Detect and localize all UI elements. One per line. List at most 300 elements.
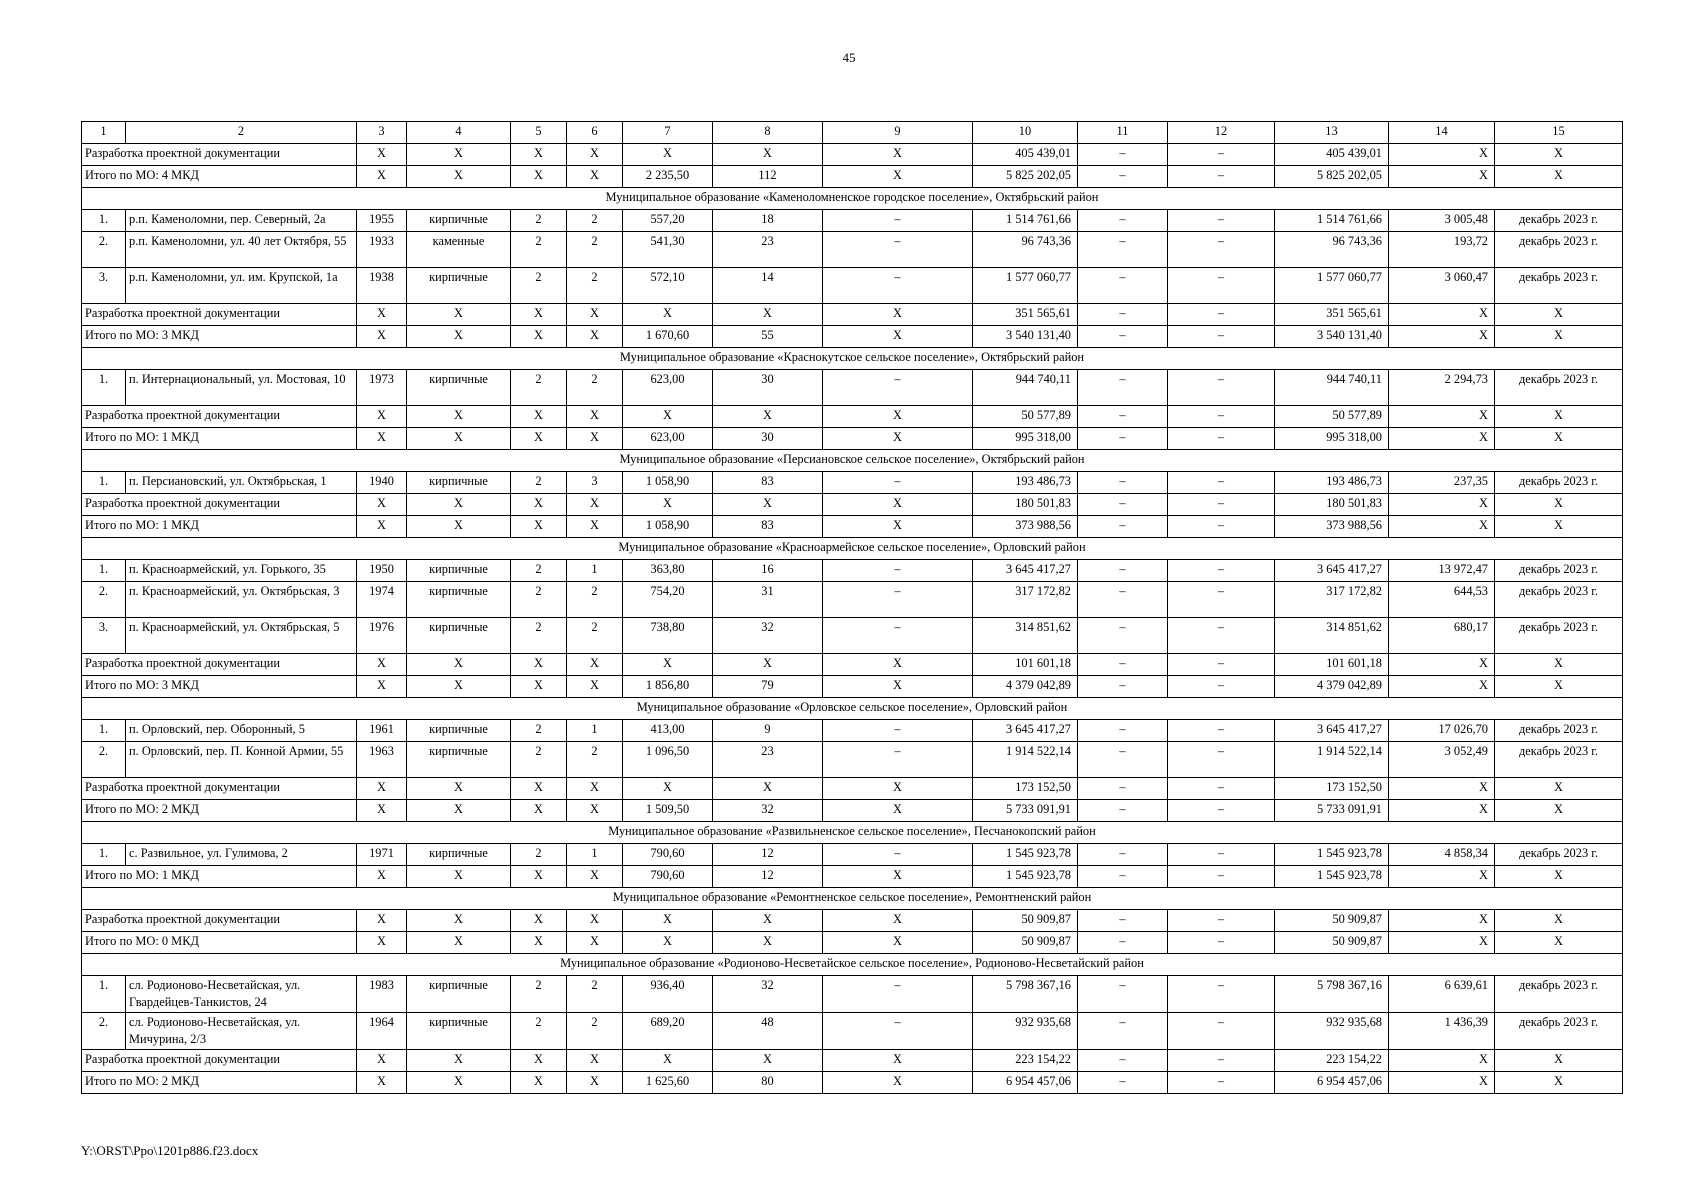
- item-number: 1.: [82, 472, 126, 494]
- cell-c3: 1961: [357, 720, 407, 742]
- cell-c8: 55: [713, 326, 823, 348]
- summary-row: [82, 866, 1623, 888]
- cell-c3: 1973: [357, 370, 407, 406]
- cell-c3: X: [357, 676, 407, 698]
- cell-c10: 932 935,68: [973, 1013, 1078, 1050]
- cell-c6: 1: [567, 844, 623, 866]
- cell-c5: X: [511, 932, 567, 954]
- cell-c15: декабрь 2023 г.: [1495, 742, 1623, 778]
- cell-c11: –: [1078, 406, 1168, 428]
- cell-c14: X: [1389, 166, 1495, 188]
- cell-c11: –: [1078, 676, 1168, 698]
- cell-c7: 1 058,90: [623, 472, 713, 494]
- municipality-heading: Муниципальное образование «Персиановское сельское поселение», Октябрьский район: [82, 450, 1623, 472]
- cell-c14: 13 972,47: [1389, 560, 1495, 582]
- column-number: 3: [357, 122, 407, 144]
- cell-c15: X: [1495, 144, 1623, 166]
- cell-c14: X: [1389, 144, 1495, 166]
- cell-c14: 6 639,61: [1389, 976, 1495, 1013]
- cell-c7: 738,80: [623, 618, 713, 654]
- cell-c3: X: [357, 778, 407, 800]
- cell-c13: 3 645 417,27: [1275, 720, 1389, 742]
- cell-c6: X: [567, 778, 623, 800]
- cell-c8: 83: [713, 516, 823, 538]
- building-row: [82, 742, 1623, 778]
- cell-c5: X: [511, 800, 567, 822]
- cell-c8: 48: [713, 1013, 823, 1050]
- cell-c3: 1971: [357, 844, 407, 866]
- cell-c11: –: [1078, 144, 1168, 166]
- cell-c11: –: [1078, 428, 1168, 450]
- cell-c3: X: [357, 1072, 407, 1094]
- cell-c15: декабрь 2023 г.: [1495, 1013, 1623, 1050]
- cell-c3: 1976: [357, 618, 407, 654]
- cell-c6: X: [567, 654, 623, 676]
- cell-c5: 2: [511, 232, 567, 268]
- building-address: п. Красноармейский, ул. Октябрьская, 5: [126, 618, 357, 654]
- cell-c12: –: [1168, 472, 1275, 494]
- cell-c14: X: [1389, 654, 1495, 676]
- building-address: р.п. Каменоломни, пер. Северный, 2а: [126, 210, 357, 232]
- cell-c15: декабрь 2023 г.: [1495, 582, 1623, 618]
- cell-c13: 5 825 202,05: [1275, 166, 1389, 188]
- cell-c6: X: [567, 166, 623, 188]
- item-number: 1.: [82, 560, 126, 582]
- cell-c3: X: [357, 654, 407, 676]
- cell-c5: X: [511, 1072, 567, 1094]
- cell-c9: X: [823, 800, 973, 822]
- cell-c11: –: [1078, 472, 1168, 494]
- building-row: [82, 720, 1623, 742]
- cell-c15: декабрь 2023 г.: [1495, 472, 1623, 494]
- cell-c11: –: [1078, 618, 1168, 654]
- cell-c10: 1 545 923,78: [973, 866, 1078, 888]
- cell-c14: X: [1389, 778, 1495, 800]
- municipality-section-row: [82, 698, 1623, 720]
- cell-c10: 180 501,83: [973, 494, 1078, 516]
- cell-c4: X: [407, 654, 511, 676]
- summary-row: [82, 676, 1623, 698]
- cell-c9: X: [823, 932, 973, 954]
- cell-c6: 3: [567, 472, 623, 494]
- cell-c5: X: [511, 166, 567, 188]
- cell-c11: –: [1078, 166, 1168, 188]
- summary-label: Разработка проектной документации: [82, 778, 357, 800]
- column-number-row: [82, 122, 1623, 144]
- column-number: 13: [1275, 122, 1389, 144]
- cell-c9: –: [823, 720, 973, 742]
- cell-c8: 16: [713, 560, 823, 582]
- cell-c10: 101 601,18: [973, 654, 1078, 676]
- municipality-heading: Муниципальное образование «Ремонтненское сельское поселение», Ремонтненский район: [82, 888, 1623, 910]
- cell-c15: декабрь 2023 г.: [1495, 844, 1623, 866]
- cell-c9: X: [823, 326, 973, 348]
- item-number: 2.: [82, 582, 126, 618]
- cell-c9: X: [823, 1050, 973, 1072]
- cell-c7: 557,20: [623, 210, 713, 232]
- cell-c15: декабрь 2023 г.: [1495, 268, 1623, 304]
- cell-c12: –: [1168, 844, 1275, 866]
- cell-c15: X: [1495, 1072, 1623, 1094]
- cell-c15: декабрь 2023 г.: [1495, 720, 1623, 742]
- cell-c9: X: [823, 1072, 973, 1094]
- cell-c6: 2: [567, 742, 623, 778]
- municipality-heading: Муниципальное образование «Краснокутское сельское поселение», Октябрьский район: [82, 348, 1623, 370]
- cell-c3: X: [357, 166, 407, 188]
- cell-c12: –: [1168, 676, 1275, 698]
- cell-c9: X: [823, 676, 973, 698]
- cell-c3: X: [357, 428, 407, 450]
- cell-c4: кирпичные: [407, 370, 511, 406]
- building-address: п. Красноармейский, ул. Октябрьская, 3: [126, 582, 357, 618]
- cell-c7: X: [623, 494, 713, 516]
- summary-label: Итого по МО: 1 МКД: [82, 516, 357, 538]
- cell-c7: 541,30: [623, 232, 713, 268]
- building-address: р.п. Каменоломни, ул. 40 лет Октября, 55: [126, 232, 357, 268]
- cell-c9: –: [823, 560, 973, 582]
- summary-label: Итого по МО: 1 МКД: [82, 866, 357, 888]
- cell-c5: 2: [511, 210, 567, 232]
- cell-c13: 314 851,62: [1275, 618, 1389, 654]
- cell-c3: X: [357, 866, 407, 888]
- cell-c4: X: [407, 932, 511, 954]
- cell-c9: –: [823, 742, 973, 778]
- cell-c8: X: [713, 778, 823, 800]
- summary-label: Разработка проектной документации: [82, 910, 357, 932]
- cell-c7: X: [623, 1050, 713, 1072]
- cell-c14: X: [1389, 800, 1495, 822]
- summary-row: [82, 304, 1623, 326]
- cell-c12: –: [1168, 778, 1275, 800]
- summary-row: [82, 778, 1623, 800]
- cell-c3: 1955: [357, 210, 407, 232]
- cell-c14: X: [1389, 428, 1495, 450]
- municipality-heading: Муниципальное образование «Красноармейское сельское поселение», Орловский район: [82, 538, 1623, 560]
- building-row: [82, 370, 1623, 406]
- cell-c12: –: [1168, 516, 1275, 538]
- cell-c14: 680,17: [1389, 618, 1495, 654]
- cell-c15: X: [1495, 800, 1623, 822]
- cell-c7: 754,20: [623, 582, 713, 618]
- cell-c6: X: [567, 428, 623, 450]
- cell-c4: X: [407, 166, 511, 188]
- summary-label: Итого по МО: 0 МКД: [82, 932, 357, 954]
- summary-label: Итого по МО: 3 МКД: [82, 326, 357, 348]
- cell-c5: 2: [511, 268, 567, 304]
- cell-c8: X: [713, 304, 823, 326]
- cell-c6: X: [567, 1072, 623, 1094]
- cell-c8: 32: [713, 976, 823, 1013]
- cell-c5: X: [511, 406, 567, 428]
- building-address: п. Красноармейский, ул. Горького, 35: [126, 560, 357, 582]
- cell-c14: X: [1389, 1050, 1495, 1072]
- cell-c11: –: [1078, 268, 1168, 304]
- cell-c13: 180 501,83: [1275, 494, 1389, 516]
- cell-c6: 2: [567, 268, 623, 304]
- cell-c10: 193 486,73: [973, 472, 1078, 494]
- cell-c6: X: [567, 866, 623, 888]
- cell-c8: X: [713, 494, 823, 516]
- cell-c5: 2: [511, 618, 567, 654]
- cell-c12: –: [1168, 326, 1275, 348]
- summary-label: Разработка проектной документации: [82, 144, 357, 166]
- cell-c14: X: [1389, 516, 1495, 538]
- summary-label: Разработка проектной документации: [82, 1050, 357, 1072]
- cell-c7: 1 096,50: [623, 742, 713, 778]
- cell-c11: –: [1078, 370, 1168, 406]
- cell-c12: –: [1168, 1050, 1275, 1072]
- cell-c15: декабрь 2023 г.: [1495, 976, 1623, 1013]
- cell-c14: X: [1389, 676, 1495, 698]
- cell-c15: декабрь 2023 г.: [1495, 232, 1623, 268]
- cell-c12: –: [1168, 866, 1275, 888]
- cell-c15: X: [1495, 406, 1623, 428]
- cell-c6: 1: [567, 560, 623, 582]
- summary-row: [82, 144, 1623, 166]
- cell-c4: кирпичные: [407, 560, 511, 582]
- cell-c13: 5 798 367,16: [1275, 976, 1389, 1013]
- cell-c9: X: [823, 778, 973, 800]
- column-number: 9: [823, 122, 973, 144]
- cell-c15: декабрь 2023 г.: [1495, 560, 1623, 582]
- cell-c8: 14: [713, 268, 823, 304]
- cell-c7: 1 625,60: [623, 1072, 713, 1094]
- cell-c3: X: [357, 516, 407, 538]
- cell-c11: –: [1078, 932, 1168, 954]
- cell-c8: 83: [713, 472, 823, 494]
- cell-c14: 3 052,49: [1389, 742, 1495, 778]
- cell-c8: 18: [713, 210, 823, 232]
- cell-c13: 351 565,61: [1275, 304, 1389, 326]
- cell-c10: 314 851,62: [973, 618, 1078, 654]
- item-number: 1.: [82, 210, 126, 232]
- building-address: р.п. Каменоломни, ул. им. Крупской, 1а: [126, 268, 357, 304]
- cell-c8: X: [713, 1050, 823, 1072]
- cell-c11: –: [1078, 742, 1168, 778]
- cell-c11: –: [1078, 910, 1168, 932]
- building-row: [82, 844, 1623, 866]
- cell-c12: –: [1168, 800, 1275, 822]
- column-number: 5: [511, 122, 567, 144]
- cell-c10: 3 645 417,27: [973, 720, 1078, 742]
- cell-c7: 623,00: [623, 428, 713, 450]
- cell-c10: 351 565,61: [973, 304, 1078, 326]
- cell-c14: 644,53: [1389, 582, 1495, 618]
- cell-c6: X: [567, 494, 623, 516]
- cell-c4: X: [407, 1072, 511, 1094]
- cell-c5: 2: [511, 560, 567, 582]
- table-body: [82, 122, 1623, 1094]
- cell-c13: 373 988,56: [1275, 516, 1389, 538]
- building-row: [82, 976, 1623, 1013]
- cell-c14: X: [1389, 866, 1495, 888]
- cell-c11: –: [1078, 844, 1168, 866]
- cell-c6: 2: [567, 232, 623, 268]
- cell-c13: 1 514 761,66: [1275, 210, 1389, 232]
- cell-c11: –: [1078, 560, 1168, 582]
- cell-c10: 1 545 923,78: [973, 844, 1078, 866]
- summary-label: Итого по МО: 2 МКД: [82, 800, 357, 822]
- cell-c3: 1974: [357, 582, 407, 618]
- cell-c9: X: [823, 866, 973, 888]
- column-number: 8: [713, 122, 823, 144]
- cell-c11: –: [1078, 778, 1168, 800]
- cell-c7: X: [623, 778, 713, 800]
- summary-label: Итого по МО: 1 МКД: [82, 428, 357, 450]
- cell-c12: –: [1168, 144, 1275, 166]
- building-row: [82, 1013, 1623, 1050]
- summary-row: [82, 406, 1623, 428]
- cell-c6: 2: [567, 370, 623, 406]
- cell-c15: X: [1495, 866, 1623, 888]
- cell-c9: X: [823, 910, 973, 932]
- cell-c4: кирпичные: [407, 742, 511, 778]
- column-number: 11: [1078, 122, 1168, 144]
- cell-c12: –: [1168, 618, 1275, 654]
- municipality-heading: Муниципальное образование «Развильненское сельское поселение», Песчанокопский район: [82, 822, 1623, 844]
- building-address: п. Персиановский, ул. Октябрьская, 1: [126, 472, 357, 494]
- cell-c14: X: [1389, 910, 1495, 932]
- cell-c12: –: [1168, 166, 1275, 188]
- item-number: 1.: [82, 720, 126, 742]
- item-number: 2.: [82, 1013, 126, 1050]
- cell-c8: 23: [713, 232, 823, 268]
- municipality-section-row: [82, 348, 1623, 370]
- cell-c6: X: [567, 800, 623, 822]
- cell-c13: 1 577 060,77: [1275, 268, 1389, 304]
- cell-c12: –: [1168, 932, 1275, 954]
- column-number: 6: [567, 122, 623, 144]
- cell-c4: X: [407, 326, 511, 348]
- building-row: [82, 268, 1623, 304]
- cell-c3: 1940: [357, 472, 407, 494]
- cell-c3: X: [357, 406, 407, 428]
- cell-c13: 50 909,87: [1275, 910, 1389, 932]
- cell-c4: X: [407, 494, 511, 516]
- building-address: с. Развильное, ул. Гулимова, 2: [126, 844, 357, 866]
- building-address: п. Орловский, пер. Оборонный, 5: [126, 720, 357, 742]
- cell-c10: 3 540 131,40: [973, 326, 1078, 348]
- cell-c9: –: [823, 370, 973, 406]
- cell-c4: X: [407, 910, 511, 932]
- cell-c5: X: [511, 326, 567, 348]
- cell-c4: кирпичные: [407, 720, 511, 742]
- cell-c5: X: [511, 516, 567, 538]
- cell-c11: –: [1078, 866, 1168, 888]
- cell-c9: –: [823, 1013, 973, 1050]
- building-row: [82, 210, 1623, 232]
- summary-row: [82, 1072, 1623, 1094]
- cell-c15: X: [1495, 1050, 1623, 1072]
- item-number: 1.: [82, 976, 126, 1013]
- cell-c11: –: [1078, 494, 1168, 516]
- cell-c6: 2: [567, 582, 623, 618]
- column-number: 15: [1495, 122, 1623, 144]
- cell-c13: 405 439,01: [1275, 144, 1389, 166]
- cell-c15: X: [1495, 304, 1623, 326]
- cell-c4: X: [407, 800, 511, 822]
- cell-c5: X: [511, 304, 567, 326]
- program-table-sheet: [81, 121, 1622, 1094]
- building-address: сл. Родионово-Несветайская, ул. Мичурина, 2/3: [126, 1013, 357, 1050]
- cell-c10: 96 743,36: [973, 232, 1078, 268]
- cell-c5: X: [511, 144, 567, 166]
- column-number: 1: [82, 122, 126, 144]
- cell-c8: X: [713, 144, 823, 166]
- summary-label: Итого по МО: 3 МКД: [82, 676, 357, 698]
- summary-row: [82, 428, 1623, 450]
- cell-c10: 1 577 060,77: [973, 268, 1078, 304]
- cell-c11: –: [1078, 582, 1168, 618]
- item-number: 1.: [82, 370, 126, 406]
- cell-c15: X: [1495, 326, 1623, 348]
- cell-c3: X: [357, 144, 407, 166]
- cell-c14: X: [1389, 1072, 1495, 1094]
- cell-c4: X: [407, 778, 511, 800]
- cell-c7: 936,40: [623, 976, 713, 1013]
- cell-c8: X: [713, 406, 823, 428]
- cell-c14: 2 294,73: [1389, 370, 1495, 406]
- cell-c10: 1 914 522,14: [973, 742, 1078, 778]
- cell-c14: 1 436,39: [1389, 1013, 1495, 1050]
- cell-c8: 30: [713, 370, 823, 406]
- cell-c7: 2 235,50: [623, 166, 713, 188]
- cell-c4: кирпичные: [407, 618, 511, 654]
- column-number: 14: [1389, 122, 1495, 144]
- program-table: [81, 121, 1623, 1094]
- cell-c3: 1964: [357, 1013, 407, 1050]
- cell-c14: X: [1389, 304, 1495, 326]
- cell-c9: X: [823, 144, 973, 166]
- building-address: п. Орловский, пер. П. Конной Армии, 55: [126, 742, 357, 778]
- cell-c4: X: [407, 304, 511, 326]
- cell-c13: 5 733 091,91: [1275, 800, 1389, 822]
- cell-c7: 1 509,50: [623, 800, 713, 822]
- cell-c4: кирпичные: [407, 1013, 511, 1050]
- cell-c7: X: [623, 910, 713, 932]
- cell-c12: –: [1168, 210, 1275, 232]
- cell-c15: декабрь 2023 г.: [1495, 618, 1623, 654]
- summary-row: [82, 166, 1623, 188]
- cell-c12: –: [1168, 560, 1275, 582]
- cell-c5: 2: [511, 582, 567, 618]
- building-row: [82, 618, 1623, 654]
- cell-c3: X: [357, 494, 407, 516]
- cell-c11: –: [1078, 800, 1168, 822]
- cell-c3: 1933: [357, 232, 407, 268]
- cell-c14: X: [1389, 932, 1495, 954]
- cell-c9: –: [823, 268, 973, 304]
- cell-c14: 3 005,48: [1389, 210, 1495, 232]
- cell-c6: X: [567, 304, 623, 326]
- cell-c8: 12: [713, 844, 823, 866]
- cell-c7: X: [623, 144, 713, 166]
- cell-c11: –: [1078, 516, 1168, 538]
- cell-c15: X: [1495, 428, 1623, 450]
- cell-c11: –: [1078, 654, 1168, 676]
- building-row: [82, 582, 1623, 618]
- cell-c12: –: [1168, 1013, 1275, 1050]
- cell-c4: кирпичные: [407, 210, 511, 232]
- column-number: 12: [1168, 122, 1275, 144]
- cell-c14: X: [1389, 326, 1495, 348]
- cell-c9: X: [823, 494, 973, 516]
- cell-c10: 173 152,50: [973, 778, 1078, 800]
- municipality-section-row: [82, 954, 1623, 976]
- item-number: 3.: [82, 618, 126, 654]
- municipality-section-row: [82, 188, 1623, 210]
- cell-c5: 2: [511, 1013, 567, 1050]
